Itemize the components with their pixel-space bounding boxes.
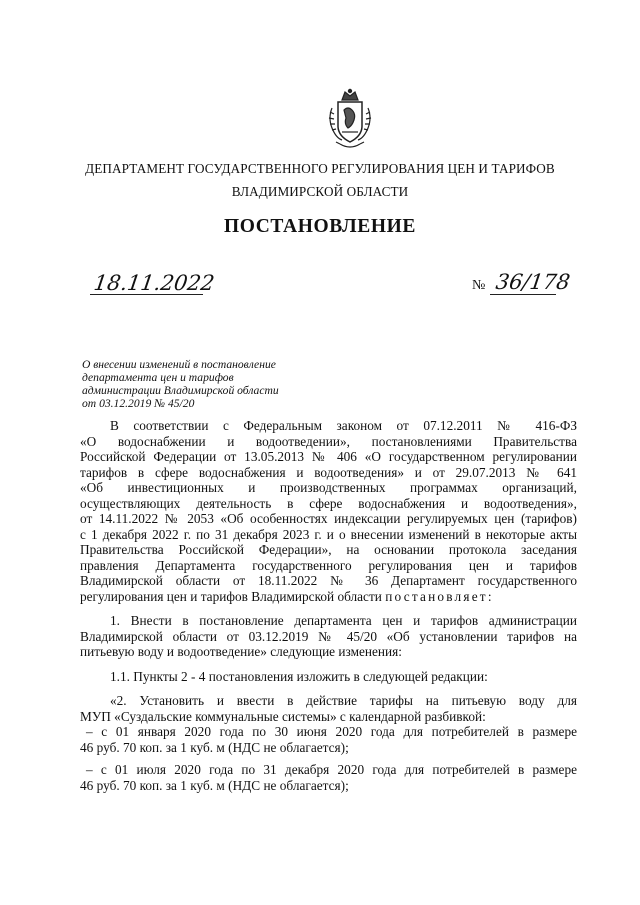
paragraph-line: МУП «Суздальские коммунальные системы» с календарной разбивкой:: [80, 708, 486, 724]
paragraph-line: осуществляющих деятельность в сфере водоснабжения и водоотведения»,: [80, 495, 577, 511]
date-underline: [90, 294, 203, 295]
subject-line: администрации Владимирской области: [82, 384, 279, 397]
paragraph-line: «2. Установить и ввести в действие тарифы на питьевую воду для: [110, 693, 577, 708]
paragraph-gap: [80, 684, 577, 693]
paragraph-line: 46 руб. 70 коп. за 1 куб. м (НДС не облагается);: [80, 739, 349, 755]
paragraph-line: В соответствии с Федеральным законом от 07.12.2011 № 416-ФЗ: [110, 418, 577, 433]
document-date: 18.11.2022: [92, 271, 216, 295]
paragraph-line: «О водоснабжении и водоотведении», постановлениями Правительства: [80, 433, 577, 449]
document-subject: [82, 358, 322, 410]
paragraph-line: с 1 декабря 2022 г. по 31 декабря 2023 г. и о внесении изменений в некоторые акты: [80, 526, 577, 542]
subject-line: департамента цен и тарифов: [82, 371, 234, 384]
paragraph-line: правления Департамента государственного регулирования цен и тарифов: [80, 557, 577, 573]
department-name-line1: ДЕПАРТАМЕНТ ГОСУДАРСТВЕННОГО РЕГУЛИРОВАНИЯ ЦЕН И ТАРИФОВ: [85, 161, 555, 176]
paragraph-line: – с 01 июля 2020 года по 31 декабря 2020 года для потребителей в размере: [86, 762, 577, 777]
paragraph-line: 1.1. Пункты 2 - 4 постановления изложить в следующей редакции:: [110, 668, 488, 684]
paragraph-line-final: [80, 589, 577, 605]
paragraph-gap: [80, 660, 577, 669]
paragraph-line: от 14.11.2022 № 2053 «Об особенностях индексации регулируемых цен (тарифов): [80, 511, 577, 526]
paragraph-line: тарифов в сфере водоснабжения и водоотведения» и от 29.07.2013 № 641: [80, 464, 577, 480]
paragraph-line: Владимирской области от 18.11.2022 № 36 Департамент государственного: [80, 573, 577, 588]
paragraph-line: Российской Федерации от 13.05.2013 № 406 «О государственном регулировании: [80, 449, 577, 464]
paragraph-line: Правительства Российской Федерации», на основании протокола заседания: [80, 542, 577, 557]
document-number: 36/178: [494, 270, 572, 294]
paragraph-gap: [80, 604, 577, 613]
document-body: [80, 418, 577, 793]
coat-of-arms-emblem: [326, 88, 374, 150]
number-sign: №: [472, 278, 486, 293]
paragraph-line: «Об инвестиционных и производственных программах организаций,: [80, 480, 577, 495]
paragraph-line: 46 руб. 70 коп. за 1 куб. м (НДС не облагается);: [80, 777, 349, 793]
paragraph-line: питьевую воду и водоотведение» следующие изменения:: [80, 644, 402, 659]
paragraph-line: – с 01 января 2020 года по 30 июня 2020 года для потребителей в размере: [86, 724, 577, 739]
paragraph-gap: [80, 755, 577, 762]
number-underline: [490, 294, 556, 295]
subject-line: О внесении изменений в постановление: [82, 358, 276, 371]
paragraph-text: регулирования цен и тарифов Владимирской области: [80, 588, 382, 604]
resolution-keyword: постановляет:: [385, 588, 494, 604]
subject-line: от 03.12.2019 № 45/20: [82, 397, 195, 410]
paragraph-line: Владимирской области от 03.12.2019 № 45/20 «Об установлении тарифов на: [80, 628, 577, 644]
document-type-title: ПОСТАНОВЛЕНИЕ: [223, 216, 417, 237]
department-name-line2: ВЛАДИМИРСКОЙ ОБЛАСТИ: [231, 184, 409, 199]
paragraph-line: 1. Внести в постановление департамента цен и тарифов администрации: [110, 613, 577, 628]
